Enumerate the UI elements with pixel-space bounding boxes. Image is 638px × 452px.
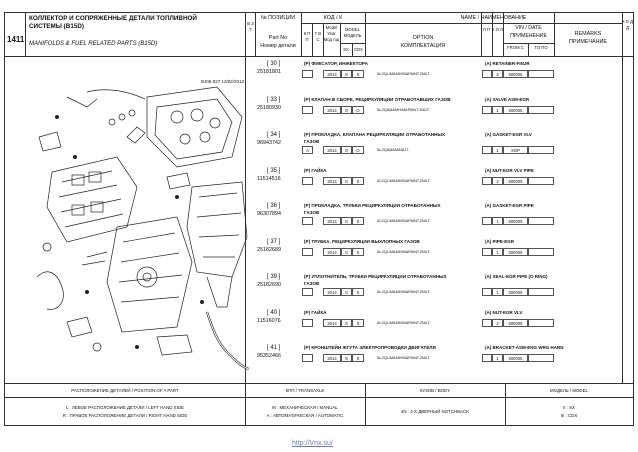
row-from-cell: 500005 <box>503 177 528 185</box>
row-description-cont: ГАЗОВ <box>304 281 320 286</box>
footer-position-header: РАСПОЛОЖЕНИЕ ДЕТАЛЕЙ / POSITION OF A PART <box>71 388 179 393</box>
row-lp-cell <box>482 70 492 78</box>
col-partno: Part No <box>268 35 288 41</box>
row-option: &L2QL/M&MH/M&PAINT.2NUT. <box>377 356 431 360</box>
section-title-en: MANIFOLDS & FUEL RELATED PARTS (B15D) <box>29 41 158 47</box>
row-position: [ 36 ] <box>267 203 281 209</box>
row-to-cell <box>528 354 554 362</box>
row-sx-cell: O <box>341 146 352 154</box>
footer-divider <box>5 383 633 384</box>
col-vzt: В З Т <box>247 21 254 32</box>
row-remark: (A) GASKET-EGR VLV <box>485 132 532 137</box>
section-title-ru: КОЛЛЕКТОР И СОПРЯЖЕННЫЕ ДЕТАЛИ ТОПЛИВНОЙ СИСТЕМЫ (B15D) <box>29 15 197 30</box>
footer-manual: M : МЕХАНИЧЕСКАЯ / MANUAL <box>272 405 338 410</box>
row-sx-cell: O <box>341 106 352 114</box>
row-lp-cell <box>482 106 492 114</box>
row-to-cell <box>528 217 554 225</box>
row-from-cell: SOP <box>503 146 528 154</box>
row-position: [ 39 ] <box>267 274 281 280</box>
col-remarks-ru: ПРИМЕЧАНИЕ <box>569 39 607 45</box>
col-kod2: К О Д Д <box>622 19 633 30</box>
row-from-cell: 500005 <box>503 248 528 256</box>
row-option: &L2QL/M&MH/M&PAINT.2NUT. <box>377 249 431 254</box>
col-name: NAME / НАИМЕНОВАНИЕ <box>460 15 527 21</box>
col-cdx: CDX <box>354 47 363 52</box>
row-qty-cell: 2 <box>492 319 503 327</box>
row-description: (P) ТРУБКА, РЕЦИРКУЛЯЦИИ ВЫХЛОПНЫХ ГАЗОВ <box>304 238 420 244</box>
row-lp-cell <box>482 288 492 296</box>
row-option: &L2QL/M&MH/M&PAINT.2NUT. <box>377 320 431 325</box>
row-option: &L2QL/M&MH/M&PAINT.2NUT. <box>377 290 431 294</box>
row-sx-cell: S <box>341 248 352 256</box>
row-description: (P) ГАЙКА <box>304 309 327 315</box>
row-cdx-cell: S <box>352 217 364 225</box>
row-cdx-cell: S <box>352 319 364 327</box>
exploded-parts-diagram <box>27 77 253 377</box>
row-description: (P) КРОНШТЕЙН ЖГУТА ЭЛЕКТРОПРОВОДКИ ДВИГАТЕЛЯ <box>304 345 436 350</box>
row-remark: (A) RETAINER-FINJR <box>485 61 530 66</box>
row-position: [ 33 ] <box>267 96 281 103</box>
row-qty-cell: 1 <box>492 288 503 296</box>
row-position: [ 35 ] <box>267 167 281 174</box>
row-from-cell: 500005 <box>503 288 528 296</box>
row-from-cell: 500005 <box>503 70 528 78</box>
row-description-cont: ГАЗОВ <box>304 139 320 144</box>
row-year-cell: 2014 <box>323 177 341 185</box>
col-year: Model Year Мод год <box>323 25 340 42</box>
col-position: № ПОЗИЦИИ <box>260 15 296 21</box>
row-option: &L2QL/M&MH/M&PAINT.2NUT. <box>377 219 431 223</box>
col-to: TO ПО <box>534 45 548 50</box>
row-description: (P) КЛАПАН В СБОРЕ, РЕЦИРКУЛЯЦИИ ОТРАБОТАВШИХ ГАЗОВ <box>304 96 451 102</box>
footer-automatic: A : АВТОМАТИЧЕСКАЯ / AUTOMATIC <box>266 413 344 418</box>
footer-body-notchback: 4N : 4-Х ДВЕРНЫЙ NOTCHBACK <box>400 409 470 414</box>
col-gvs: Г В С <box>314 31 322 42</box>
col-partno-ru: Номер детали <box>260 43 296 49</box>
footer-transaxle-header: КПП / TRANSAXLE <box>285 388 325 393</box>
col-option: OPTION <box>412 35 434 41</box>
row-option: &L2Q&M&MH/M&PAINT.2NUT. <box>377 107 430 112</box>
row-description-cont: ГАЗОВ <box>304 210 320 215</box>
row-qty-cell: 1 <box>492 248 503 256</box>
row-position: [ 40 ] <box>267 309 281 316</box>
row-qty-cell: 4 <box>492 70 503 78</box>
row-sx-cell: S <box>341 177 352 185</box>
footer-right-side: R : ПРАВОЕ РАСПОЛОЖЕНИЕ ДЕТАЛИ / RIGHT HAND SIDE <box>62 413 188 418</box>
row-kpp-cell <box>302 319 313 327</box>
row-remark: (A) NUT-EGR VLV <box>485 309 523 315</box>
row-cdx-cell: S <box>352 248 364 256</box>
row-to-cell <box>528 106 554 114</box>
section-number: 1411 <box>7 35 25 44</box>
row-sx-cell: S <box>341 288 352 296</box>
row-lp-cell <box>482 217 492 225</box>
row-from-cell: 500005 <box>503 217 528 225</box>
divider <box>25 13 26 56</box>
row-to-cell <box>528 177 554 185</box>
row-to-cell <box>528 146 554 154</box>
row-kpp-cell <box>302 248 313 256</box>
row-cdx-cell: S <box>352 70 364 78</box>
row-part-number: 25180930 <box>257 104 281 111</box>
row-qty-cell: 1 <box>492 106 503 114</box>
row-option: &L2QL/M&MH/M&PAINT.2NUT. <box>377 72 431 76</box>
row-qty-cell: 1 <box>492 354 503 362</box>
header-divider <box>5 56 633 57</box>
row-to-cell <box>528 288 554 296</box>
row-year-cell: 2014 <box>323 248 341 256</box>
row-remark: (A) NUT-EGR VLV PIPE <box>485 167 534 173</box>
row-position: [ 41 ] <box>267 345 281 351</box>
col-vin-ru: ПРИМЕНЕНИЕ <box>510 33 547 39</box>
footer-model-sx: II : SX <box>563 405 575 410</box>
col-remarks: REMARKS <box>574 31 602 37</box>
row-kpp-cell <box>302 70 313 78</box>
row-year-cell: 2014 <box>323 146 341 154</box>
col-option-ru: КОМПЛЕКТАЦИЯ <box>400 43 446 49</box>
row-qty-cell: 1 <box>492 146 503 154</box>
footer-model-cdx: III : CDX <box>560 413 578 418</box>
row-option: &L2Q&M&M&NUT. <box>377 148 410 152</box>
row-lp-cell <box>482 319 492 327</box>
row-year-cell: 2014 <box>323 288 341 296</box>
row-from-cell: 500005 <box>503 319 528 327</box>
row-year-cell: 2014 <box>323 217 341 225</box>
row-part-number: 96307894 <box>257 211 281 217</box>
row-part-number: 11514516 <box>257 175 281 182</box>
col-model: MODEL МОДЕЛЬ <box>343 27 362 38</box>
row-part-number: 95352466 <box>257 353 281 359</box>
row-lp-cell <box>482 354 492 362</box>
row-kpp-cell <box>302 217 313 225</box>
row-kpp-cell <box>302 177 313 185</box>
row-qty-cell: 2 <box>492 177 503 185</box>
row-sx-cell: S <box>341 217 352 225</box>
row-cdx-cell: S <box>352 177 364 185</box>
row-year-cell: 2014 <box>323 319 341 327</box>
diagram-ref: BJ06-027 13/02/2013 <box>201 79 245 84</box>
row-description: (P) ФИКСАТОР, ИНЖЕКТОРА <box>304 61 368 66</box>
row-cdx-cell: S <box>352 288 364 296</box>
row-to-cell <box>528 70 554 78</box>
row-cdx-cell: O <box>352 146 364 154</box>
row-to-cell <box>528 319 554 327</box>
row-part-number: 25182689 <box>257 246 281 253</box>
col-kol: К О Л <box>492 27 503 32</box>
row-year-cell: 2014 <box>323 354 341 362</box>
row-description: (P) УПЛОТНИТЕЛЬ, ТРУБКИ РЕЦИРКУЛЯЦИИ ОТРАБОТАННЫХ <box>304 274 447 279</box>
col-from: FROM С <box>507 45 524 50</box>
footer-link[interactable]: http://Vnx.su/ <box>292 440 333 447</box>
row-lp-cell <box>482 248 492 256</box>
col-kod: КОД / К <box>323 15 343 21</box>
row-cdx-cell: S <box>352 354 364 362</box>
row-position: [ 30 ] <box>267 61 281 67</box>
row-sx-cell: S <box>341 319 352 327</box>
row-sx-cell: S <box>341 70 352 78</box>
row-part-number: 96943742 <box>257 140 281 146</box>
row-position: [ 34 ] <box>267 132 281 138</box>
footer-left-side: L : ЛЕВОЕ РАСПОЛОЖЕНИЕ ДЕТАЛИ / LEFT HAND SIDE <box>66 405 184 410</box>
row-description: (P) ГАЙКА <box>304 167 327 173</box>
row-year-cell: 2014 <box>323 106 341 114</box>
row-position: [ 37 ] <box>267 238 281 245</box>
row-remark: (A) BRACKET-ASM-ENG WRG HARN <box>485 345 564 350</box>
row-part-number: 11516076 <box>257 317 281 324</box>
row-remark: (A) PIPE-EGR <box>485 238 515 244</box>
col-sx: SX <box>343 47 349 52</box>
row-sx-cell: S <box>341 354 352 362</box>
row-remark: (A) VALVE ASM-EGR <box>485 96 530 102</box>
row-lp-cell <box>482 177 492 185</box>
row-remark: (A) GASKET-EGR PIPE <box>485 203 534 208</box>
row-cdx-cell: O <box>352 106 364 114</box>
row-remark: (A) SEAL-EGR PIPE (O RING) <box>485 274 548 279</box>
row-lp-cell <box>482 146 492 154</box>
row-qty-cell: 1 <box>492 217 503 225</box>
row-from-cell: 500005 <box>503 354 528 362</box>
footer-model-header: МОДЕЛЬ / MODEL <box>550 388 588 393</box>
col-lp: Л П <box>483 27 490 32</box>
col-vin: VIN / DATE <box>515 25 542 31</box>
catalog-sheet <box>4 12 634 426</box>
row-description: (P) ПРОКЛАДКА, ТРУБКИ РЕЦИРКУЛЯЦИИ ОТРАБОТАННЫХ <box>304 203 441 208</box>
row-part-number: 25182690 <box>257 282 281 288</box>
footer-body-header: КУЗОВ / BODY <box>419 388 451 393</box>
row-from-cell: 500005 <box>503 106 528 114</box>
row-option: &L2QL/M&MH/M&PAINT.2NUT. <box>377 178 431 183</box>
row-year-cell: 2014 <box>323 70 341 78</box>
row-to-cell <box>528 248 554 256</box>
row-kpp-cell: A <box>302 146 313 154</box>
row-kpp-cell <box>302 106 313 114</box>
row-description: (P) ПРОКЛАДКА, КЛАПАНА РЕЦИРКУЛЯЦИИ ОТРАБОТАННЫХ <box>304 132 446 137</box>
row-kpp-cell <box>302 354 313 362</box>
col-kpp: К П П <box>303 31 311 42</box>
row-kpp-cell <box>302 288 313 296</box>
row-part-number: 25181801 <box>257 69 281 75</box>
